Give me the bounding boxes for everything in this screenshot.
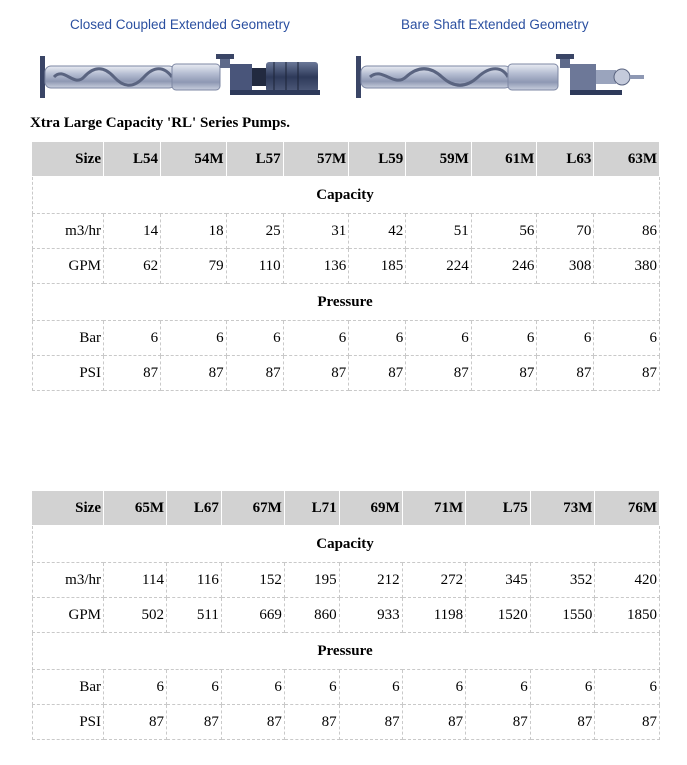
model-cell: 76M (595, 491, 660, 526)
gpm-cell: 224 (406, 249, 472, 284)
capacity-section-row (33, 526, 660, 563)
gpm-cell: 246 (471, 249, 537, 284)
model-cell: 65M (104, 491, 167, 526)
psi-label: PSI (33, 705, 104, 740)
gpm-cell: 511 (166, 598, 221, 633)
bar-cell: 6 (402, 670, 466, 705)
psi-cell: 87 (226, 356, 283, 391)
gpm-cell: 669 (221, 598, 284, 633)
bar-cell: 6 (595, 670, 660, 705)
bar-cell: 6 (471, 321, 537, 356)
m3hr-cell: 14 (104, 214, 161, 249)
gpm-label: GPM (33, 249, 104, 284)
table-header-row (33, 491, 660, 526)
m3hr-cell: 18 (161, 214, 227, 249)
gpm-cell: 380 (594, 249, 660, 284)
capacity-title: Capacity (33, 177, 660, 214)
bar-cell: 6 (466, 670, 531, 705)
pump-spec-table-1 (32, 141, 660, 391)
closed-coupled-pump-image (34, 44, 334, 106)
gpm-cell: 1550 (530, 598, 595, 633)
psi-cell: 87 (530, 705, 595, 740)
model-cell: 71M (402, 491, 466, 526)
bar-cell: 6 (161, 321, 227, 356)
model-cell: L63 (537, 142, 594, 177)
m3hr-label: m3/hr (33, 563, 104, 598)
model-cell: L71 (284, 491, 339, 526)
gpm-cell: 62 (104, 249, 161, 284)
psi-cell: 87 (284, 705, 339, 740)
table-row (33, 214, 660, 249)
m3hr-cell: 152 (221, 563, 284, 598)
capacity-section-row (33, 177, 660, 214)
m3hr-cell: 70 (537, 214, 594, 249)
m3hr-cell: 116 (166, 563, 221, 598)
bare-shaft-caption: Bare Shaft Extended Geometry (401, 17, 589, 32)
m3hr-cell: 25 (226, 214, 283, 249)
capacity-title: Capacity (33, 526, 660, 563)
model-cell: 59M (406, 142, 472, 177)
pressure-section-row (33, 284, 660, 321)
psi-cell: 87 (349, 356, 406, 391)
gpm-cell: 933 (339, 598, 402, 633)
psi-cell: 87 (595, 705, 660, 740)
m3hr-cell: 212 (339, 563, 402, 598)
size-label: Size (33, 491, 104, 526)
bar-cell: 6 (537, 321, 594, 356)
model-cell: L67 (166, 491, 221, 526)
gpm-cell: 1198 (402, 598, 466, 633)
model-cell: L54 (104, 142, 161, 177)
model-cell: 67M (221, 491, 284, 526)
psi-cell: 87 (471, 356, 537, 391)
gpm-cell: 860 (284, 598, 339, 633)
table-row (33, 563, 660, 598)
bar-label: Bar (33, 670, 104, 705)
closed-coupled-caption: Closed Coupled Extended Geometry (70, 17, 290, 32)
m3hr-cell: 272 (402, 563, 466, 598)
bar-label: Bar (33, 321, 104, 356)
m3hr-cell: 42 (349, 214, 406, 249)
gpm-label: GPM (33, 598, 104, 633)
page-heading: Xtra Large Capacity 'RL' Series Pumps. (30, 115, 290, 131)
bar-cell: 6 (530, 670, 595, 705)
m3hr-cell: 86 (594, 214, 660, 249)
pump-spec-table-2 (32, 490, 660, 740)
psi-cell: 87 (166, 705, 221, 740)
size-label: Size (33, 142, 104, 177)
bar-cell: 6 (594, 321, 660, 356)
psi-cell: 87 (339, 705, 402, 740)
m3hr-cell: 56 (471, 214, 537, 249)
pressure-section-row (33, 633, 660, 670)
psi-cell: 87 (161, 356, 227, 391)
pressure-title: Pressure (33, 633, 660, 670)
bar-cell: 6 (104, 670, 167, 705)
bar-cell: 6 (339, 670, 402, 705)
m3hr-cell: 195 (284, 563, 339, 598)
gpm-cell: 1520 (466, 598, 531, 633)
gpm-cell: 185 (349, 249, 406, 284)
table-row (33, 356, 660, 391)
m3hr-cell: 352 (530, 563, 595, 598)
psi-cell: 87 (104, 356, 161, 391)
gpm-cell: 1850 (595, 598, 660, 633)
m3hr-cell: 345 (466, 563, 531, 598)
m3hr-cell: 31 (283, 214, 349, 249)
psi-cell: 87 (594, 356, 660, 391)
m3hr-cell: 51 (406, 214, 472, 249)
m3hr-cell: 114 (104, 563, 167, 598)
model-cell: L57 (226, 142, 283, 177)
model-cell: 63M (594, 142, 660, 177)
psi-cell: 87 (221, 705, 284, 740)
psi-cell: 87 (402, 705, 466, 740)
gpm-cell: 502 (104, 598, 167, 633)
table-row (33, 249, 660, 284)
psi-cell: 87 (466, 705, 531, 740)
table-row (33, 705, 660, 740)
gpm-cell: 136 (283, 249, 349, 284)
bar-cell: 6 (104, 321, 161, 356)
gpm-cell: 110 (226, 249, 283, 284)
table-row (33, 670, 660, 705)
psi-cell: 87 (104, 705, 167, 740)
bar-cell: 6 (406, 321, 472, 356)
model-cell: 61M (471, 142, 537, 177)
table-row (33, 321, 660, 356)
bare-shaft-pump-image (352, 44, 652, 106)
pressure-title: Pressure (33, 284, 660, 321)
model-cell: L59 (349, 142, 406, 177)
m3hr-label: m3/hr (33, 214, 104, 249)
psi-cell: 87 (283, 356, 349, 391)
bar-cell: 6 (221, 670, 284, 705)
bar-cell: 6 (284, 670, 339, 705)
model-cell: L75 (466, 491, 531, 526)
gpm-cell: 308 (537, 249, 594, 284)
model-cell: 73M (530, 491, 595, 526)
model-cell: 54M (161, 142, 227, 177)
bar-cell: 6 (166, 670, 221, 705)
model-cell: 69M (339, 491, 402, 526)
bar-cell: 6 (349, 321, 406, 356)
table-row (33, 598, 660, 633)
bar-cell: 6 (283, 321, 349, 356)
table-header-row (33, 142, 660, 177)
m3hr-cell: 420 (595, 563, 660, 598)
gpm-cell: 79 (161, 249, 227, 284)
psi-cell: 87 (406, 356, 472, 391)
model-cell: 57M (283, 142, 349, 177)
bar-cell: 6 (226, 321, 283, 356)
psi-label: PSI (33, 356, 104, 391)
psi-cell: 87 (537, 356, 594, 391)
